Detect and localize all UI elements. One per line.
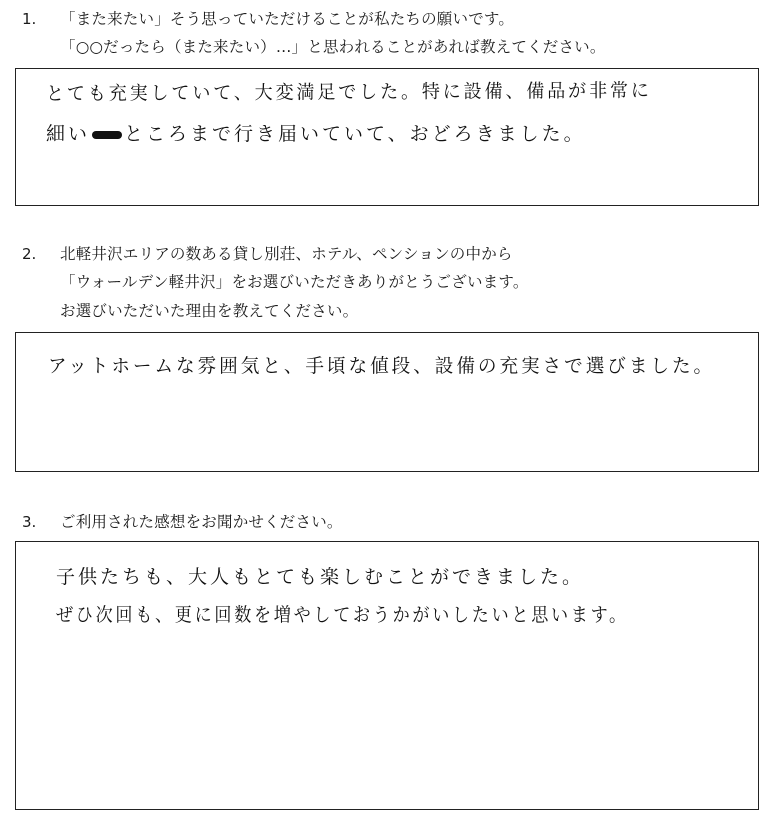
- question-number: 2.: [22, 245, 37, 263]
- handwritten-answer-line: 子供たちも、大人もとても楽しむことができました。: [56, 566, 585, 588]
- answer-box-3[interactable]: [15, 541, 759, 810]
- question-text-line: 「○○だったら（また来たい）…」と思われることがあれば教えてください。: [60, 38, 606, 56]
- handwritten-answer-line: [46, 119, 586, 146]
- handwritten-answer-line: アットホームな雰囲気と、手頃な値段、設備の充実さで選びました。: [48, 355, 716, 377]
- question-text-line: 「また来たい」そう思っていただけることが私たちの願いです。: [60, 10, 515, 28]
- answer-box-2[interactable]: [15, 332, 759, 472]
- handwritten-answer-line: ぜひ次回も、更に回数を増やしておうかがいしたいと思います。: [56, 604, 629, 626]
- question-number: 3.: [22, 513, 37, 531]
- scribble-mark: [92, 131, 122, 139]
- answer-box-1[interactable]: [15, 68, 759, 206]
- question-text-line: お選びいただいた理由を教えてください。: [60, 302, 359, 320]
- handwritten-answer-fragment: ところまで行き届いていて、おどろきました。: [124, 123, 586, 145]
- question-text-line: ご利用された感想をお聞かせください。: [60, 513, 343, 531]
- question-text-line: 「ウォールデン軽井沢」をお選びいただきありがとうございます。: [60, 273, 529, 291]
- handwritten-answer-fragment: 細い: [46, 123, 91, 145]
- question-number: 1.: [22, 10, 37, 28]
- handwritten-answer-line: とても充実していて、大変満足でした。特に設備、備品が非常に: [45, 79, 652, 105]
- question-text-line: 北軽井沢エリアの数ある貸し別荘、ホテル、ペンションの中から: [60, 245, 513, 263]
